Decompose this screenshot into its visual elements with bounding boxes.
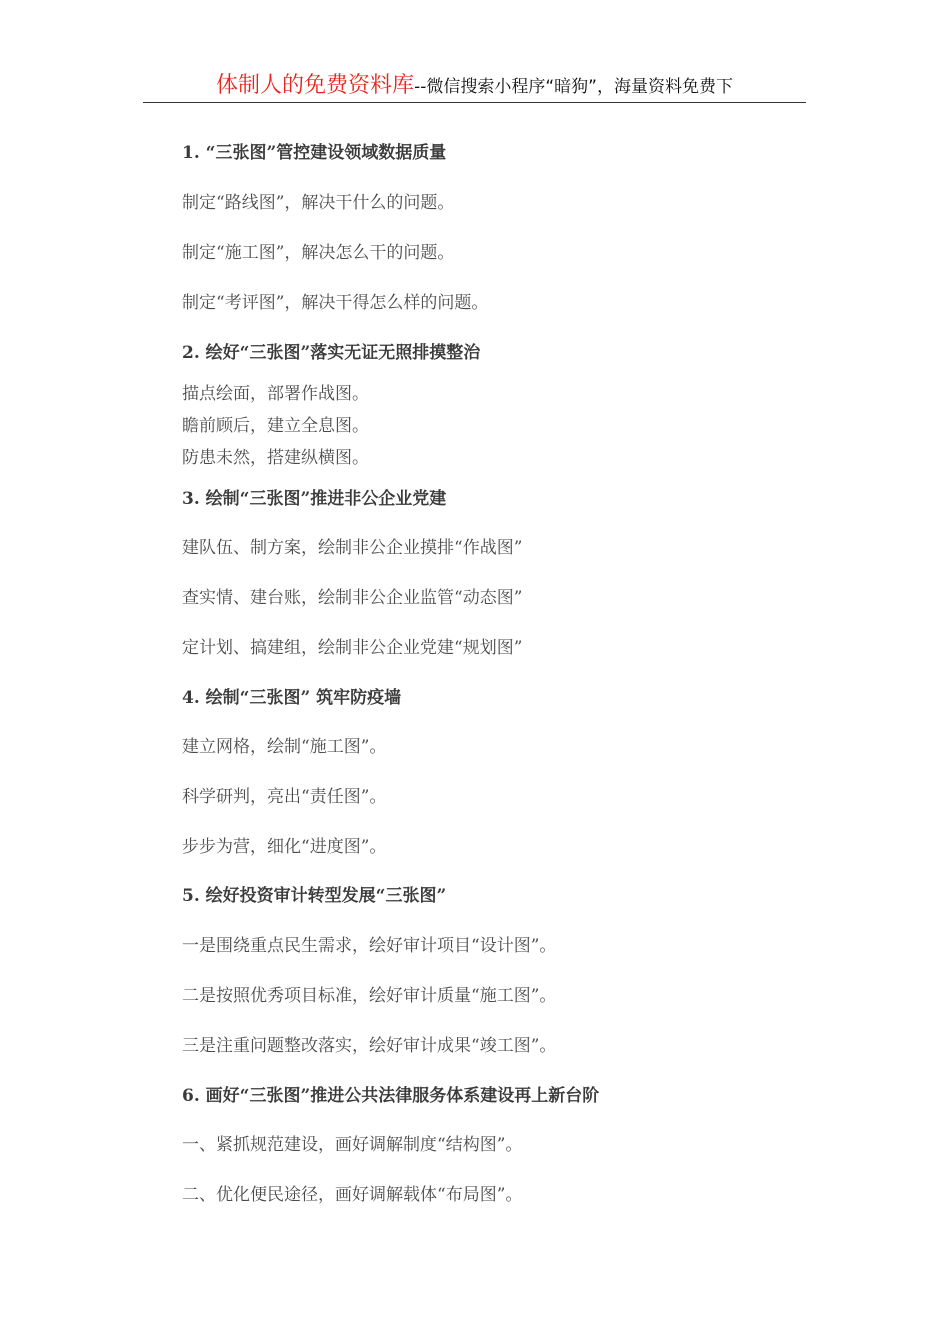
section-heading: 5. 绘好投资审计转型发展“三张图” [182,886,447,906]
section-item: 防患未然，搭建纵横图。 [182,448,369,468]
section-item: 描点绘面，部署作战图。 [182,384,369,404]
section-item: 二是按照优秀项目标准，绘好审计质量“施工图”。 [182,986,557,1006]
section-item: 步步为营，细化“进度图”。 [182,837,387,857]
section-item: 制定“路线图”，解决干什么的问题。 [182,193,455,213]
section-item: 二、优化便民途径，画好调解载体“布局图”。 [182,1185,523,1205]
section-heading: 4. 绘制“三张图” 筑牢防疫墙 [182,688,402,708]
section-item: 一是围绕重点民生需求，绘好审计项目“设计图”。 [182,936,557,956]
section-item: 制定“施工图”，解决怎么干的问题。 [182,243,455,263]
section-item: 一、紧抓规范建设，画好调解制度“结构图”。 [182,1135,523,1155]
section-item: 查实情、建台账，绘制非公企业监管“动态图” [182,588,523,608]
section-item: 三是注重问题整改落实，绘好审计成果“竣工图”。 [182,1036,557,1056]
section-item: 瞻前顾后，建立全息图。 [182,416,369,436]
section-item: 建队伍、制方案，绘制非公企业摸排“作战图” [182,538,523,558]
section-heading: 3. 绘制“三张图”推进非公企业党建 [182,489,447,509]
section-item: 科学研判，亮出“责任图”。 [182,787,387,807]
page-header [143,68,806,103]
section-heading: 2. 绘好“三张图”落实无证无照排摸整治 [182,343,481,363]
section-item: 定计划、搞建组，绘制非公企业党建“规划图” [182,638,523,658]
header-brand: 体制人的免费资料库 [216,73,415,98]
section-item: 制定“考评图”，解决干得怎么样的问题。 [182,293,489,313]
section-item: 建立网格，绘制“施工图”。 [182,737,387,757]
header-tagline: --微信搜索小程序“暗狗”，海量资料免费下 [414,77,733,97]
section-heading: 6. 画好“三张图”推进公共法律服务体系建设再上新台阶 [182,1086,600,1106]
section-heading: 1. “三张图”管控建设领域数据质量 [182,143,447,163]
